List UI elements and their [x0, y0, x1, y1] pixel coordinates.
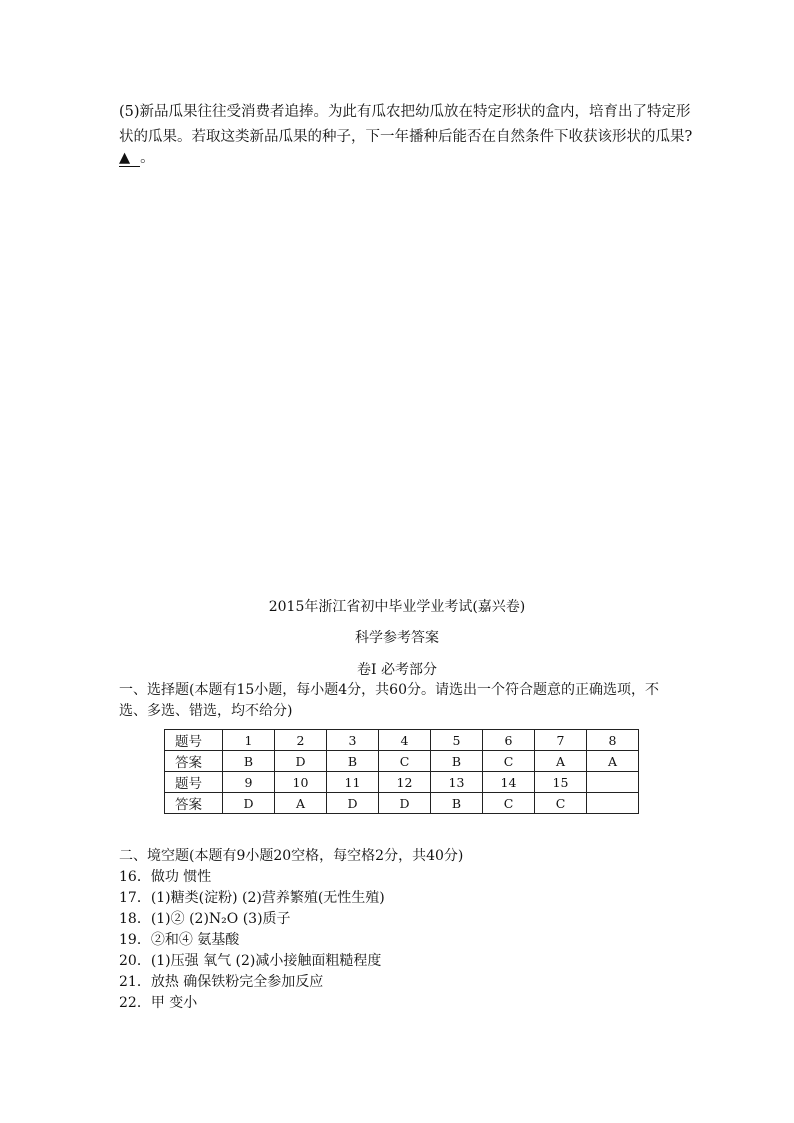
question-number: 10 — [275, 772, 327, 793]
question-5-line-2: 状的瓜果。若取这类新品瓜果的种子，下一年播种后能否在自然条件下收获该形状的瓜果? — [119, 129, 693, 145]
answer-cell: C — [535, 793, 587, 814]
question-number: 13 — [431, 772, 483, 793]
question-number: 5 — [431, 730, 483, 751]
answer-cell: B — [223, 751, 275, 772]
answer-cell: A — [275, 793, 327, 814]
question-5-line-1: (5)新品瓜果往往受消费者追捧。为此有瓜农把幼瓜放在特定形状的盒内，培育出了特定形 — [119, 104, 691, 120]
answer-20: 20．(1)压强 氧气 (2)减小接触面粗糙程度 — [119, 953, 382, 969]
section-1-heading-line-2: 选、多选、错选，均不给分) — [119, 703, 293, 719]
part-heading: 卷Ⅰ 必考部分 — [357, 662, 437, 678]
question-number: 2 — [275, 730, 327, 751]
answer-cell: C — [379, 751, 431, 772]
answer-19: 19．②和④ 氨基酸 — [119, 932, 240, 948]
answer-22: 22．甲 变小 — [119, 995, 198, 1011]
answer-cell — [587, 793, 639, 814]
answer-cell: B — [431, 751, 483, 772]
answer-key-subtitle: 科学参考答案 — [355, 630, 439, 646]
question-number: 3 — [327, 730, 379, 751]
question-number: 14 — [483, 772, 535, 793]
answer-cell: A — [587, 751, 639, 772]
table-row — [165, 793, 639, 814]
answer-16: 16．做功 惯性 — [119, 869, 212, 885]
table-row — [165, 772, 639, 793]
table-row — [165, 730, 639, 751]
table-row — [165, 751, 639, 772]
question-number: 6 — [483, 730, 535, 751]
row-label: 答案 — [165, 751, 223, 772]
answer-cell: B — [431, 793, 483, 814]
blank-marker: ▲ — [119, 150, 140, 167]
answer-blank — [119, 146, 155, 167]
answer-key-title: 2015年浙江省初中毕业学业考试(嘉兴卷) — [268, 599, 526, 615]
answer-cell: C — [483, 793, 535, 814]
question-number: 1 — [223, 730, 275, 751]
question-number: 11 — [327, 772, 379, 793]
answer-cell: D — [275, 751, 327, 772]
blank-end: 。 — [140, 150, 155, 166]
answer-cell: D — [223, 793, 275, 814]
question-number: 7 — [535, 730, 587, 751]
answer-cell: D — [379, 793, 431, 814]
section-1-heading-line-1: 一、选择题(本题有15小题，每小题4分，共60分。请选出一个符合题意的正确选项，不 — [119, 682, 659, 698]
row-label: 题号 — [165, 730, 223, 751]
answer-17: 17．(1)糖类(淀粉) (2)营养繁殖(无性生殖) — [119, 890, 385, 906]
answer-table — [164, 729, 639, 814]
answer-cell: D — [327, 793, 379, 814]
answer-cell: A — [535, 751, 587, 772]
question-number: 9 — [223, 772, 275, 793]
question-number: 4 — [379, 730, 431, 751]
section-2-heading: 二、境空题(本题有9小题20空格，每空格2分，共40分) — [119, 848, 464, 864]
question-number: 8 — [587, 730, 639, 751]
question-number: 12 — [379, 772, 431, 793]
question-number: 15 — [535, 772, 587, 793]
answer-cell: C — [483, 751, 535, 772]
row-label: 题号 — [165, 772, 223, 793]
answer-cell: B — [327, 751, 379, 772]
answer-21: 21．放热 确保铁粉完全参加反应 — [119, 974, 324, 990]
row-label: 答案 — [165, 793, 223, 814]
answer-18: 18．(1)② (2)N₂O (3)质子 — [119, 911, 291, 927]
question-number — [587, 772, 639, 793]
